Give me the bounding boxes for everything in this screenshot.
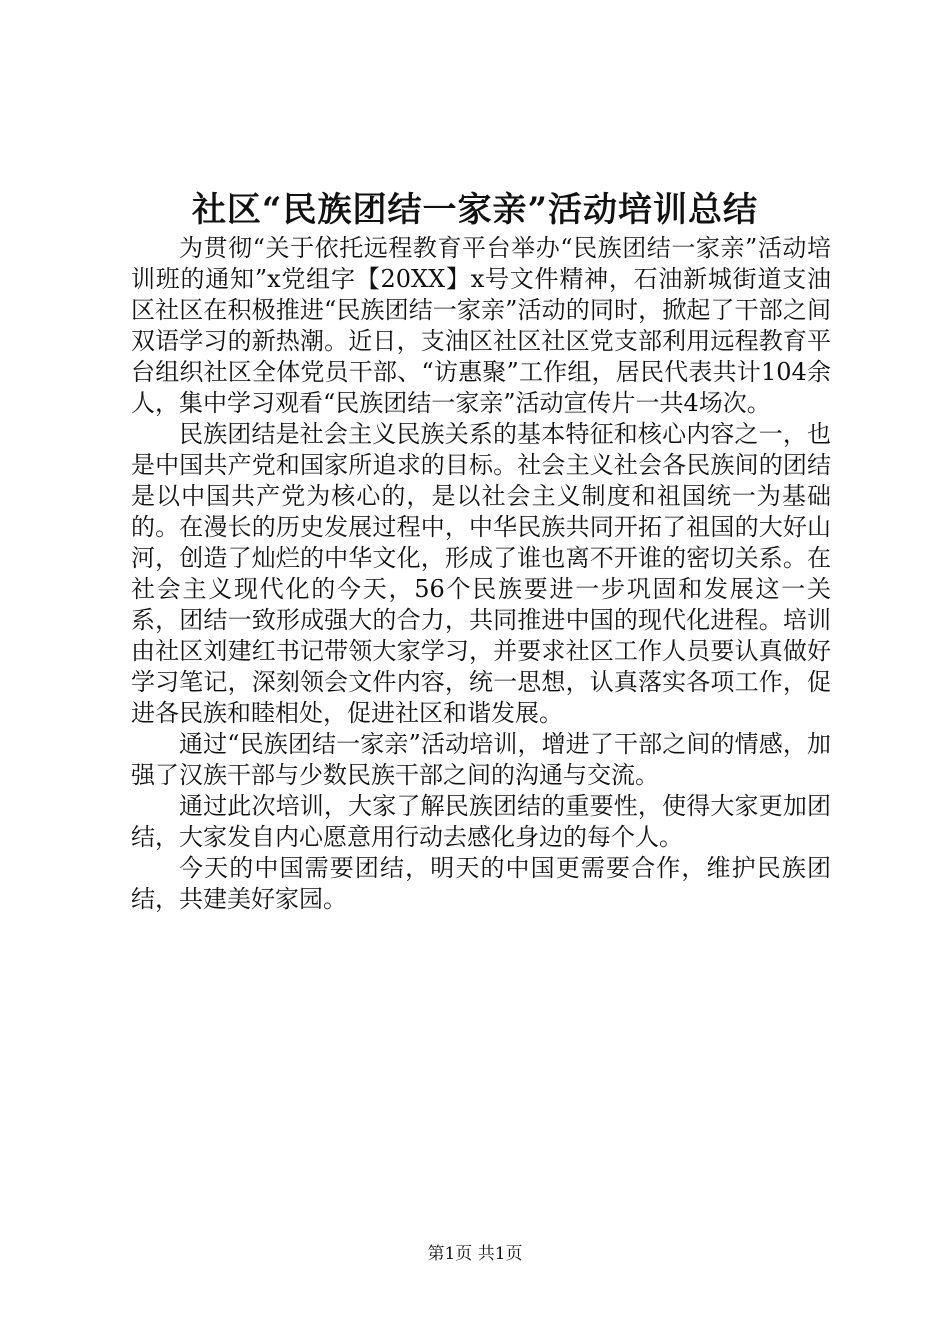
paragraph-2: 民族团结是社会主义民族关系的基本特征和核心内容之一，也是中国共产党和国家所追求的目标。社会主义社会各民族间的团结是以中国共产党为核心的，是以社会主义制度和祖国统一为基础的。在漫长的历史发展过程中，中华民族共同开拓了祖国的大好山河，创造了灿烂的中华文化，形成了谁也离不开谁的密切关系。在社会主义现代化的今天，56个民族要进一步巩固和发展这一关系，团结一致形成强大的合力，共同推进中国的现代化进程。培训由社区刘建红书记带领大家学习，并要求社区工作人员要认真做好学习笔记，深刻领会文件内容，统一思想，认真落实各项工作，促进各民族和睦相处，促进社区和谐发展。 — [131, 420, 831, 727]
paragraph-3: 通过“民族团结一家亲”活动培训，增进了干部之间的情感，加强了汉族干部与少数民族干部之间的沟通与交流。 — [131, 730, 831, 789]
document-title: 社区“民族团结一家亲”活动培训总结 — [191, 190, 759, 230]
paragraph-1: 为贯彻“关于依托远程教育平台举办“民族团结一家亲”活动培训班的通知”x党组字【20XX】x号文件精神，石油新城街道支油区社区在积极推进“民族团结一家亲”活动的同时，掀起了干部之间双语学习的新热潮。近日，支油区社区社区党支部利用远程教育平台组织社区全体党员干部、“访惠聚”工作组，居民代表共计104余人，集中学习观看“民族团结一家亲”活动宣传片一共4场次。 — [131, 234, 831, 417]
page-number-footer: 第1页 共1页 — [427, 1244, 523, 1264]
paragraph-4: 通过此次培训，大家了解民族团结的重要性，使得大家更加团结，大家发自内心愿意用行动去感化身边的每个人。 — [131, 792, 831, 851]
document-body — [131, 233, 831, 915]
paragraph-5: 今天的中国需要团结，明天的中国更需要合作，维护民族团结，共建美好家园。 — [131, 854, 831, 913]
